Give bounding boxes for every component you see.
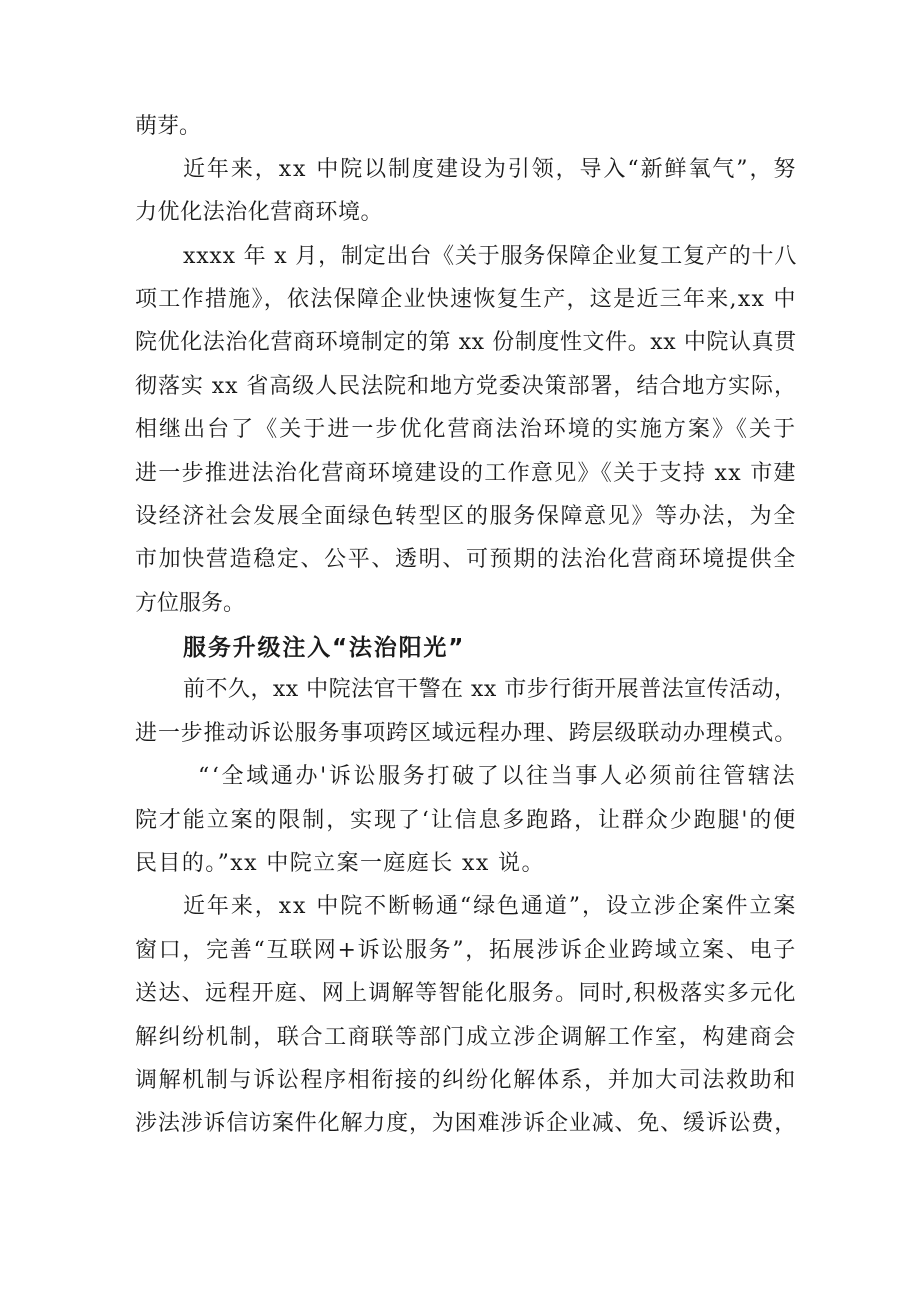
paragraph-line: 院才能立案的限制，实现了‘让信息多跑路，让群众少跑腿'的便 bbox=[135, 808, 798, 833]
paragraph-line: 方位服务。 bbox=[135, 591, 246, 616]
paragraph-line: 进一步推动诉讼服务事项跨区域远程办理、跨层级联动办理模式。 bbox=[135, 721, 798, 746]
paragraph-line: 院优化法治化营商环境制定的第 xx 份制度性文件。xx 中院认真贯 bbox=[135, 330, 797, 355]
paragraph-line: “‘全域通办'诉讼服务打破了以往当事人必须前往管辖法 bbox=[198, 764, 798, 789]
paragraph-line: 解纠纷机制，联合工商联等部门成立涉企调解工作室，构建商会 bbox=[135, 1025, 797, 1050]
paragraph-line: 民目的。”xx 中院立案一庭庭长 xx 说。 bbox=[135, 851, 545, 876]
paragraph-line: 力优化法治化营商环境。 bbox=[135, 200, 384, 225]
section-heading: 服务升级注入“法治阳光” bbox=[183, 635, 466, 661]
paragraph-line: 萌芽。 bbox=[135, 114, 202, 139]
paragraph-line: 涉法涉诉信访案件化解力度，为困难涉诉企业减、免、缓诉讼费， bbox=[135, 1111, 798, 1136]
paragraph-line: 近年来，xx 中院不断畅通“绿色通道”，设立涉企案件立案 bbox=[183, 894, 798, 919]
paragraph-line: 相继出台了《关于进一步优化营商法治环境的实施方案》《关于 bbox=[135, 417, 798, 442]
paragraph-line: 前不久，xx 中院法官干警在 xx 市步行街开展普法宣传活动， bbox=[183, 677, 797, 702]
paragraph-line: 彻落实 xx 省高级人民法院和地方党委决策部署，结合地方实际， bbox=[135, 374, 797, 399]
paragraph-line: 调解机制与诉讼程序相衔接的纠纷化解体系，并加大司法救助和 bbox=[135, 1068, 797, 1093]
paragraph-line: 近年来，xx 中院以制度建设为引领，导入“新鲜氧气”，努 bbox=[183, 157, 798, 182]
paragraph-line: 窗口，完善“互联网+诉讼服务”，拓展涉诉企业跨域立案、电子 bbox=[135, 938, 797, 963]
paragraph-line: 项工作措施》，依法保障企业快速恢复生产，这是近三年来,xx 中 bbox=[135, 287, 797, 312]
paragraph-line: 市加快营造稳定、公平、透明、可预期的法治化营商环境提供全 bbox=[135, 547, 797, 572]
paragraph-line: 设经济社会发展全面绿色转型区的服务保障意见》等办法，为全 bbox=[135, 504, 797, 529]
paragraph-line: 进一步推进法治化营商环境建设的工作意见》《关于支持 xx 市建 bbox=[135, 461, 797, 486]
paragraph-line: 送达、远程开庭、网上调解等智能化服务。同时,积极落实多元化 bbox=[135, 981, 797, 1006]
paragraph-line: xxxx 年 x 月，制定出台《关于服务保障企业复工复产的十八 bbox=[183, 244, 798, 269]
